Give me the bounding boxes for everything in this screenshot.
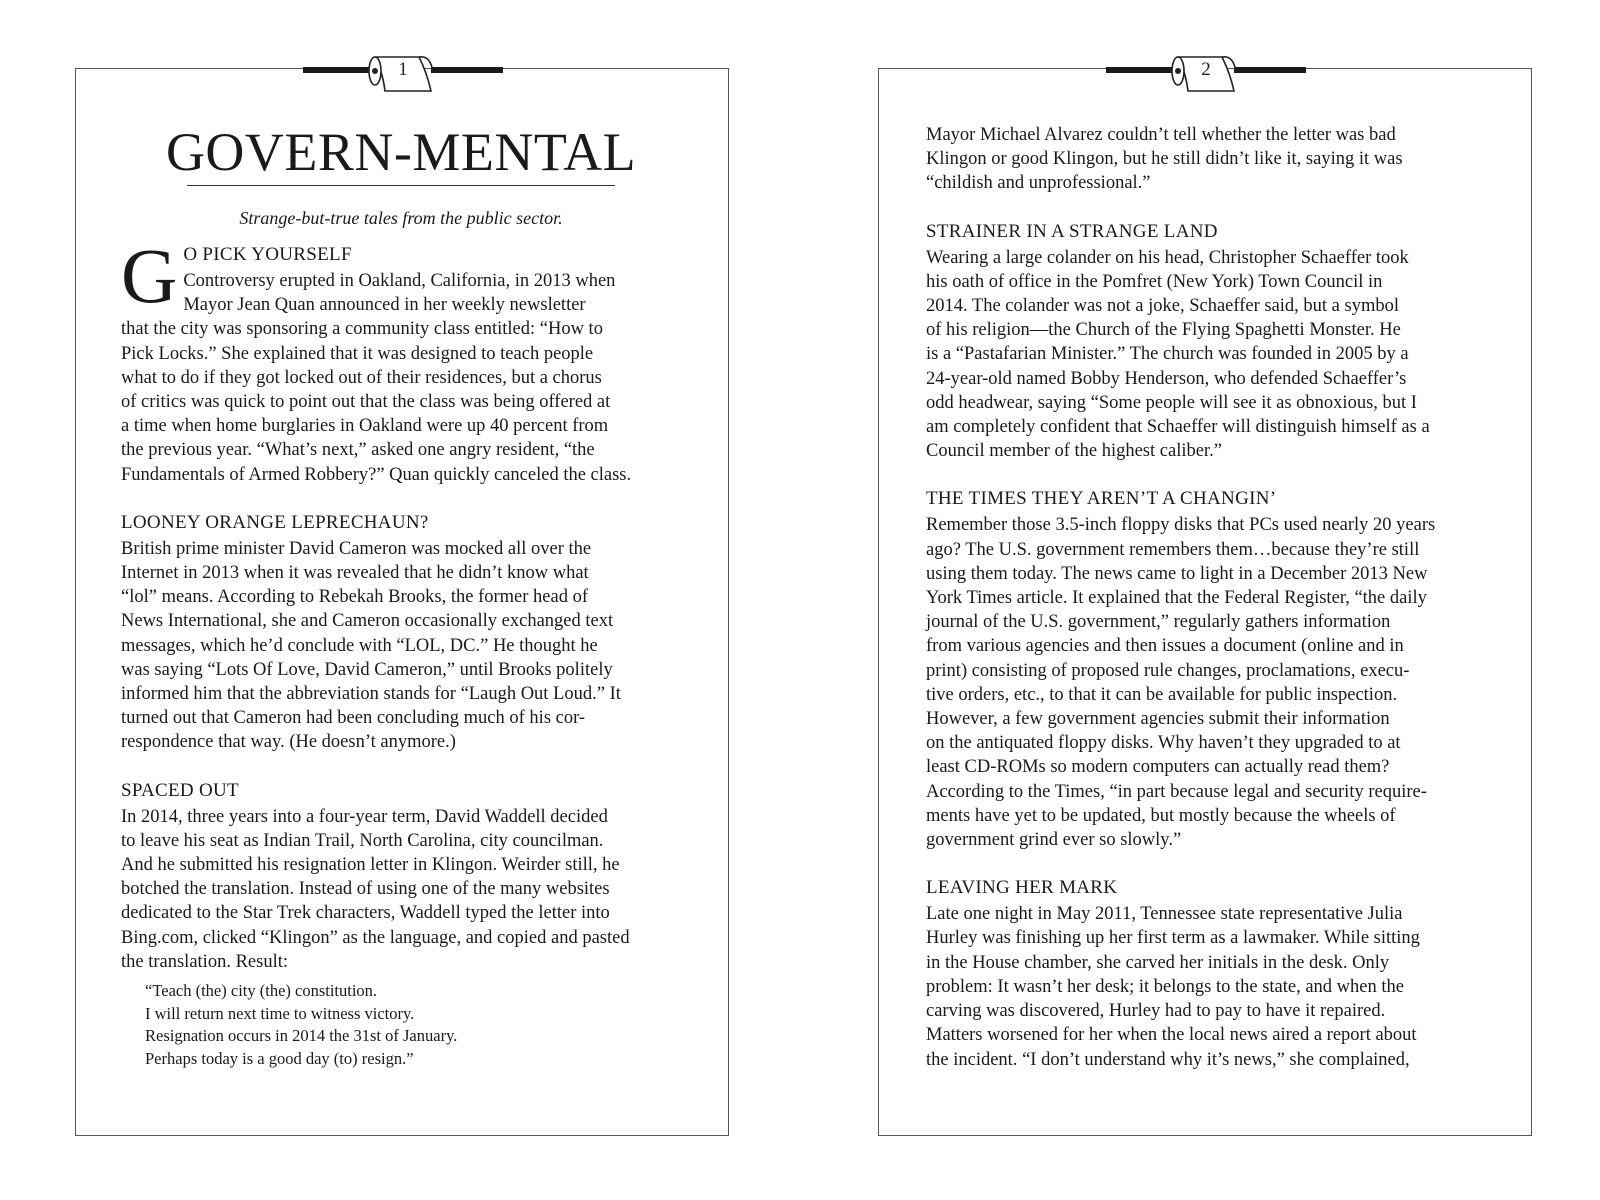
article-heading: O PICK YOURSELF [183, 244, 352, 265]
text-line: respondence that way. (He doesn’t anymore.) [121, 732, 456, 753]
text-line: Mayor Jean Quan announced in her weekly newsletter [183, 295, 586, 316]
article-body [121, 537, 681, 755]
article-heading: LEAVING HER MARK [926, 877, 1118, 899]
quote-line: Perhaps today is a good day (to) resign.” [145, 1048, 414, 1068]
article-body [121, 269, 681, 487]
text-line: British prime minister David Cameron was mocked all over the [121, 538, 592, 559]
text-line: Late one night in May 2011, Tennessee state representative Julia [926, 904, 1403, 925]
quote-line: I will return next time to witness victory. [145, 1003, 415, 1023]
article-spaced-out [121, 779, 681, 1070]
text-line: what to do if they got locked out of their residences, but a chorus [121, 367, 602, 388]
article-heading: THE TIMES THEY AREN’T A CHANGIN’ [926, 488, 1277, 510]
chapter-title: GOVERN-MENTAL [165, 122, 637, 182]
left-page [75, 59, 729, 1136]
text-line: Controversy erupted in Oakland, California, in 2013 when [183, 271, 616, 291]
text-line: am completely confident that Schaeffer will distinguish himself as a [926, 417, 1430, 438]
text-line: the incident. “I don’t understand why it’s news,” she complained, [926, 1049, 1410, 1070]
text-line: was saying “Lots Of Love, David Cameron,” until Brooks politely [121, 659, 613, 680]
text-line: journal of the U.S. government,” regularly gathers information [926, 612, 1391, 633]
text-line: According to the Times, “in part because legal and security require- [926, 781, 1427, 802]
article-body [926, 902, 1486, 1071]
article-body [926, 246, 1486, 464]
text-line: turned out that Cameron had been concluding much of his cor- [121, 708, 586, 729]
right-page [878, 59, 1532, 1136]
text-line: in the House chamber, she carved her initials in the desk. Only [926, 952, 1390, 973]
text-line: News International, she and Cameron occasionally exchanged text [121, 611, 614, 632]
text-line: government grind ever so slowly.” [926, 830, 1182, 851]
text-line: Council member of the highest caliber.” [926, 441, 1222, 462]
text-line: that the city was sponsoring a community class entitled: “How to [121, 319, 603, 340]
text-line: the translation. Result: [121, 951, 288, 972]
article-heading: LOONEY ORANGE LEPRECHAUN? [121, 511, 429, 533]
article-heading: SPACED OUT [121, 779, 239, 801]
text-line: of critics was quick to point out that the class was being offered at [121, 392, 611, 413]
text-line: 24-year-old named Bobby Henderson, who defended Schaeffer’s [926, 368, 1407, 389]
text-line: carving was discovered, Hurley had to pay to have it repaired. [926, 1001, 1386, 1022]
text-line: Internet in 2013 when it was revealed that he didn’t know what [121, 563, 589, 584]
text-line: “childish and unprofessional.” [926, 173, 1151, 194]
article-strainer-in-a-strange-land [926, 220, 1486, 464]
text-line: And he submitted his resignation letter in Klingon. Weirder still, he [121, 855, 620, 876]
text-line: the previous year. “What’s next,” asked one angry resident, “the [121, 440, 595, 461]
text-line: print) consisting of proposed rule changes, proclamations, execu- [926, 660, 1410, 681]
title-underline [187, 185, 615, 186]
text-line: Remember those 3.5-inch floppy disks that PCs used nearly 20 years [926, 515, 1436, 536]
drop-cap: G [121, 232, 178, 319]
text-line: botched the translation. Instead of using one of the many websites [121, 879, 610, 900]
text-line: from various agencies and then issues a document (online and in [926, 636, 1404, 657]
text-line: a time when home burglaries in Oakland were up 40 percent from [121, 416, 609, 437]
text-line: “lol” means. According to Rebekah Brooks, the former head of [121, 587, 588, 608]
text-line: problem: It wasn’t her desk; it belongs to the state, and when the [926, 976, 1404, 997]
text-line: on the antiquated floppy disks. Why haven’t they upgraded to at [926, 733, 1401, 754]
page-number: 2 [1201, 59, 1211, 80]
text-line: dedicated to the Star Trek characters, Waddell typed the letter into [121, 903, 610, 924]
article-the-times-they-arent-a-changin [926, 487, 1486, 852]
text-line: Mayor Michael Alvarez couldn’t tell whether the letter was bad [926, 125, 1396, 145]
article-body [926, 123, 1486, 196]
text-line: of his religion—the Church of the Flying Spaghetti Monster. He [926, 320, 1401, 341]
text-line: Bing.com, clicked “Klingon” as the language, and copied and pasted [121, 927, 630, 948]
klingon-letter-quote [145, 980, 681, 1070]
chapter-subtitle: Strange-but-true tales from the public sector. [239, 208, 563, 228]
article-body [121, 805, 681, 974]
text-line: least CD-ROMs so modern computers can actually read them? [926, 757, 1390, 778]
text-line: Wearing a large colander on his head, Christopher Schaeffer took [926, 247, 1409, 268]
text-line: 2014. The colander was not a joke, Schaeffer said, but a symbol [926, 296, 1399, 317]
article-body [926, 513, 1486, 852]
text-line: Pick Locks.” She explained that it was designed to teach people [121, 343, 594, 364]
article-looney-orange-leprechaun [121, 511, 681, 755]
article-continuation [926, 123, 1486, 196]
text-line: to leave his seat as Indian Trail, North Carolina, city councilman. [121, 830, 604, 851]
quote-line: “Teach (the) city (the) constitution. [145, 981, 378, 1001]
text-line: is a “Pastafarian Minister.” The church was founded in 2005 by a [926, 344, 1409, 365]
text-line: Fundamentals of Armed Robbery?” Quan quickly canceled the class. [121, 464, 632, 485]
article-go-pick-yourself [121, 232, 681, 487]
page-number-ornament [1106, 43, 1306, 103]
page-number-ornament [303, 43, 503, 103]
text-line: tive orders, etc., to that it can be available for public inspection. [926, 684, 1398, 705]
page-number: 1 [398, 59, 408, 80]
text-line: However, a few government agencies submit their information [926, 709, 1390, 730]
article-leaving-her-mark [926, 876, 1486, 1071]
text-line: his oath of office in the Pomfret (New York) Town Council in [926, 271, 1383, 292]
text-line: using them today. The news came to light in a December 2013 New [926, 563, 1428, 584]
text-line: Klingon or good Klingon, but he still didn’t like it, saying it was [926, 149, 1403, 170]
text-line: ago? The U.S. government remembers them…because they’re still [926, 539, 1420, 560]
text-line: Hurley was finishing up her first term as a lawmaker. While sitting [926, 928, 1420, 949]
text-line: ments have yet to be updated, but mostly because the wheels of [926, 805, 1396, 826]
article-heading: STRAINER IN A STRANGE LAND [926, 220, 1218, 242]
text-line: York Times article. It explained that the Federal Register, “the daily [926, 588, 1427, 609]
text-line: In 2014, three years into a four-year term, David Waddell decided [121, 806, 608, 827]
quote-line: Resignation occurs in 2014 the 31st of January. [145, 1026, 458, 1046]
text-line: informed him that the abbreviation stands for “Laugh Out Loud.” It [121, 684, 621, 705]
text-line: Matters worsened for her when the local news aired a report about [926, 1025, 1417, 1046]
text-line: messages, which he’d conclude with “LOL, DC.” He thought he [121, 635, 598, 656]
text-line: odd headwear, saying “Some people will see it as obnoxious, but I [926, 392, 1417, 413]
